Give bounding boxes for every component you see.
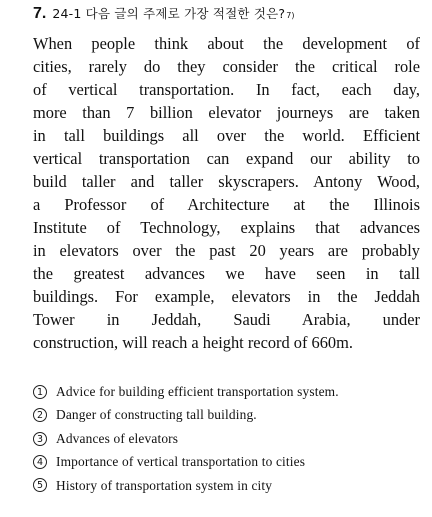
answer-option-5[interactable] [33, 474, 428, 497]
option-number-circle: 3 [33, 432, 47, 446]
answer-option-4[interactable] [33, 450, 428, 473]
answer-options [33, 380, 428, 497]
answer-option-2[interactable] [33, 403, 428, 426]
option-text: Danger of constructing tall building. [56, 407, 257, 423]
answer-option-3[interactable] [33, 427, 428, 450]
passage-line: in tall buildings all over the world. Efficient [33, 126, 420, 145]
passage-line: When people think about the development of [33, 34, 420, 53]
question-footnote-marker: 7) [286, 11, 295, 20]
passage-line: of vertical transportation. In fact, each day, [33, 80, 420, 99]
passage-line: construction, will reach a height record of 660m. [33, 333, 353, 352]
passage-line: buildings. For example, elevators in the Jeddah [33, 287, 420, 306]
passage-line: the greatest advances we have seen in tall [33, 264, 420, 283]
reading-passage [33, 32, 420, 354]
option-text: History of transportation system in city [56, 477, 273, 493]
answer-option-1[interactable] [33, 380, 428, 403]
passage-line: in elevators over the past 20 years are probably [33, 241, 420, 260]
option-text: Advice for building efficient transportation system. [56, 384, 339, 399]
passage-line: Institute of Technology, explains that advances [33, 218, 420, 237]
option-text: Importance of vertical transportation to cities [56, 454, 306, 470]
passage-line: vertical transportation can expand our ability to [33, 149, 420, 168]
option-number-circle: 1 [33, 385, 47, 399]
passage-line: more than 7 billion elevator journeys are taken [33, 103, 420, 122]
option-number-circle: 5 [33, 478, 47, 492]
passage-line: cities, rarely do they consider the critical role [33, 57, 420, 76]
option-text: Advances of elevators [56, 430, 179, 446]
question-header [33, 4, 294, 26]
passage-line: Tower in Jeddah, Saudi Arabia, under [33, 310, 420, 329]
option-number-circle: 2 [33, 408, 47, 422]
option-number-circle: 4 [33, 455, 47, 469]
passage-line: a Professor of Architecture at the Illinois [33, 195, 420, 214]
passage-line: build taller and taller skyscrapers. Antony Wood, [33, 172, 420, 191]
question-number: 7. [33, 5, 47, 22]
question-prompt: 24-1 다음 글의 주제로 가장 적절한 것은? [52, 6, 286, 21]
